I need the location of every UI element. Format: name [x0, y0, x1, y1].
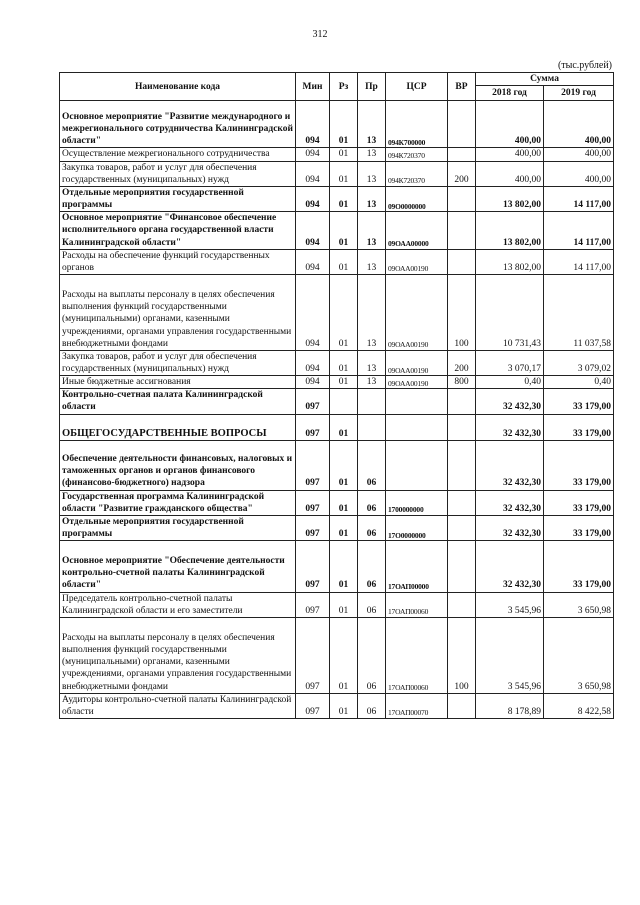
table-row: [60, 212, 614, 249]
cell-pr: 06: [358, 490, 386, 515]
cell-vr: 200: [448, 161, 476, 186]
cell-vr: [448, 389, 476, 414]
cell-y2019: 11 037,58: [544, 275, 614, 351]
cell-pr: 13: [358, 350, 386, 375]
cell-pr: 06: [358, 617, 386, 693]
cell-pr: 06: [358, 441, 386, 490]
cell-name: Основное мероприятие "Обеспечение деятельности контрольно-счетной палаты Калининградской области": [60, 541, 296, 592]
table-row: [60, 161, 614, 186]
table-row: [60, 186, 614, 211]
cell-vr: [448, 541, 476, 592]
cell-y2018: 400,00: [476, 101, 544, 148]
cell-vr: [448, 414, 476, 440]
table-row: [60, 414, 614, 440]
cell-y2019: 3 650,98: [544, 592, 614, 617]
cell-vr: [448, 101, 476, 148]
cell-y2018: 400,00: [476, 148, 544, 161]
table-row: [60, 617, 614, 693]
header-sum: Сумма: [476, 73, 614, 86]
table-row: [60, 148, 614, 161]
table-row: [60, 376, 614, 389]
cell-min: 094: [296, 148, 330, 161]
cell-name: Иные бюджетные ассигнования: [60, 376, 296, 389]
cell-y2018: 32 432,30: [476, 414, 544, 440]
cell-pr: 06: [358, 592, 386, 617]
cell-pr: 06: [358, 693, 386, 718]
table-row: [60, 592, 614, 617]
cell-y2019: 33 179,00: [544, 515, 614, 540]
cell-y2018: 32 432,30: [476, 490, 544, 515]
cell-min: 097: [296, 389, 330, 414]
cell-rz: 01: [330, 275, 358, 351]
cell-min: 097: [296, 515, 330, 540]
units-label: (тыс.рублей): [557, 60, 612, 71]
cell-pr: 13: [358, 101, 386, 148]
cell-min: 097: [296, 693, 330, 718]
cell-y2019: 14 117,00: [544, 186, 614, 211]
cell-y2019: 14 117,00: [544, 249, 614, 274]
table-row: [60, 350, 614, 375]
cell-rz: 01: [330, 186, 358, 211]
cell-rz: 01: [330, 693, 358, 718]
cell-csr: 09ОАА00190: [386, 376, 448, 389]
table-row: [60, 693, 614, 718]
cell-y2018: 13 802,00: [476, 186, 544, 211]
cell-vr: [448, 515, 476, 540]
cell-vr: [448, 186, 476, 211]
cell-csr: 094К720370: [386, 148, 448, 161]
cell-pr: [358, 414, 386, 440]
cell-y2018: 32 432,30: [476, 515, 544, 540]
cell-csr: 094К720370: [386, 161, 448, 186]
cell-y2019: 400,00: [544, 101, 614, 148]
cell-csr: 094К700000: [386, 101, 448, 148]
cell-rz: 01: [330, 376, 358, 389]
cell-pr: 06: [358, 515, 386, 540]
cell-min: 094: [296, 212, 330, 249]
cell-name: ОБЩЕГОСУДАРСТВЕННЫЕ ВОПРОСЫ: [60, 414, 296, 440]
cell-min: 094: [296, 161, 330, 186]
cell-vr: 100: [448, 275, 476, 351]
cell-y2018: 32 432,30: [476, 541, 544, 592]
cell-name: Закупка товаров, работ и услуг для обеспечения государственных (муниципальных) нужд: [60, 350, 296, 375]
cell-y2019: 400,00: [544, 161, 614, 186]
table-body: [60, 101, 614, 719]
cell-rz: 01: [330, 161, 358, 186]
cell-name: Аудиторы контрольно-счетной палаты Калининградской области: [60, 693, 296, 718]
cell-y2019: 33 179,00: [544, 490, 614, 515]
cell-min: 097: [296, 592, 330, 617]
cell-csr: 09ОАА00000: [386, 212, 448, 249]
cell-csr: [386, 441, 448, 490]
cell-pr: 13: [358, 148, 386, 161]
cell-name: Основное мероприятие "Развитие международного и межрегионального сотрудничества Калининградской области": [60, 101, 296, 148]
cell-pr: 13: [358, 249, 386, 274]
cell-vr: 100: [448, 617, 476, 693]
cell-vr: [448, 249, 476, 274]
cell-vr: [448, 212, 476, 249]
header-min: Мин: [296, 73, 330, 101]
table-row: [60, 275, 614, 351]
page-number: 312: [312, 29, 328, 40]
table-row: [60, 389, 614, 414]
cell-csr: 17ОАП00060: [386, 592, 448, 617]
cell-rz: 01: [330, 441, 358, 490]
cell-name: Отдельные мероприятия государственной программы: [60, 186, 296, 211]
cell-y2018: 32 432,30: [476, 441, 544, 490]
cell-min: 097: [296, 490, 330, 515]
cell-name: Председатель контрольно-счетной палаты Калининградской области и его заместители: [60, 592, 296, 617]
header-2019: 2019 год: [544, 86, 614, 101]
cell-min: 094: [296, 101, 330, 148]
cell-name: Государственная программа Калининградской области "Развитие гражданского общества": [60, 490, 296, 515]
header-rz: Рз: [330, 73, 358, 101]
cell-y2019: 0,40: [544, 376, 614, 389]
cell-name: Осуществление межрегионального сотрудничества: [60, 148, 296, 161]
cell-y2019: 3 079,02: [544, 350, 614, 375]
cell-rz: 01: [330, 212, 358, 249]
cell-min: 094: [296, 376, 330, 389]
cell-name: Расходы на выплаты персоналу в целях обеспечения выполнения функций государственными (муниципальными) органами, казенными учреждениями, органами управления государственными внебюджетными фондами: [60, 617, 296, 693]
cell-pr: 06: [358, 541, 386, 592]
cell-pr: 13: [358, 376, 386, 389]
cell-rz: 01: [330, 101, 358, 148]
cell-pr: 13: [358, 161, 386, 186]
cell-y2018: 0,40: [476, 376, 544, 389]
cell-vr: 200: [448, 350, 476, 375]
cell-y2019: 33 179,00: [544, 414, 614, 440]
header-2018: 2018 год: [476, 86, 544, 101]
table-row: [60, 541, 614, 592]
cell-y2018: 13 802,00: [476, 249, 544, 274]
cell-y2019: 400,00: [544, 148, 614, 161]
cell-rz: 01: [330, 148, 358, 161]
cell-rz: 01: [330, 490, 358, 515]
header-pr: Пр: [358, 73, 386, 101]
cell-csr: 09ОАА00190: [386, 350, 448, 375]
cell-name: Контрольно-счетная палата Калининградской области: [60, 389, 296, 414]
cell-y2019: 33 179,00: [544, 541, 614, 592]
cell-csr: 1700000000: [386, 490, 448, 515]
table-row: [60, 490, 614, 515]
cell-vr: [448, 148, 476, 161]
cell-min: 094: [296, 249, 330, 274]
cell-y2018: 3 070,17: [476, 350, 544, 375]
cell-y2018: 8 178,89: [476, 693, 544, 718]
header-name: Наименование кода: [60, 73, 296, 101]
cell-y2019: 3 650,98: [544, 617, 614, 693]
cell-pr: [358, 389, 386, 414]
cell-y2018: 3 545,96: [476, 592, 544, 617]
cell-name: Обеспечение деятельности финансовых, налоговых и таможенных органов и органов финансового (финансово-бюджетного) надзора: [60, 441, 296, 490]
table-row: [60, 441, 614, 490]
cell-csr: 09О0000000: [386, 186, 448, 211]
cell-csr: [386, 414, 448, 440]
cell-vr: [448, 592, 476, 617]
cell-name: Отдельные мероприятия государственной программы: [60, 515, 296, 540]
cell-name: Расходы на обеспечение функций государственных органов: [60, 249, 296, 274]
cell-name: Основное мероприятие "Финансовое обеспечение исполнительного органа государственной власти Калининградской области": [60, 212, 296, 249]
cell-y2019: 33 179,00: [544, 441, 614, 490]
cell-rz: 01: [330, 592, 358, 617]
cell-min: 094: [296, 186, 330, 211]
table-row: [60, 101, 614, 148]
cell-y2018: 32 432,30: [476, 389, 544, 414]
cell-min: 094: [296, 350, 330, 375]
cell-rz: 01: [330, 617, 358, 693]
cell-min: 097: [296, 617, 330, 693]
cell-csr: [386, 389, 448, 414]
cell-csr: 09ОАА00190: [386, 249, 448, 274]
cell-min: 097: [296, 541, 330, 592]
cell-name: Расходы на выплаты персоналу в целях обеспечения выполнения функций государственными (муниципальными) органами, казенными учреждениями, органами управления государственными внебюджетными фондами: [60, 275, 296, 351]
cell-rz: [330, 389, 358, 414]
cell-min: 097: [296, 441, 330, 490]
table-row: [60, 515, 614, 540]
cell-vr: [448, 693, 476, 718]
header-vr: ВР: [448, 73, 476, 101]
cell-y2019: 8 422,58: [544, 693, 614, 718]
cell-csr: 17ОАП00070: [386, 693, 448, 718]
cell-y2018: 400,00: [476, 161, 544, 186]
cell-y2019: 33 179,00: [544, 389, 614, 414]
cell-min: 094: [296, 275, 330, 351]
cell-vr: [448, 490, 476, 515]
cell-name: Закупка товаров, работ и услуг для обеспечения государственных (муниципальных) нужд: [60, 161, 296, 186]
cell-csr: 17ОАП00060: [386, 617, 448, 693]
cell-vr: [448, 441, 476, 490]
cell-pr: 13: [358, 186, 386, 211]
header-csr: ЦСР: [386, 73, 448, 101]
cell-rz: 01: [330, 541, 358, 592]
cell-pr: 13: [358, 212, 386, 249]
cell-y2018: 10 731,43: [476, 275, 544, 351]
cell-min: 097: [296, 414, 330, 440]
cell-rz: 01: [330, 249, 358, 274]
cell-y2018: 13 802,00: [476, 212, 544, 249]
budget-table: [59, 72, 614, 719]
cell-rz: 01: [330, 414, 358, 440]
cell-csr: 17О0000000: [386, 515, 448, 540]
cell-rz: 01: [330, 350, 358, 375]
cell-pr: 13: [358, 275, 386, 351]
table-row: [60, 249, 614, 274]
cell-y2019: 14 117,00: [544, 212, 614, 249]
cell-y2018: 3 545,96: [476, 617, 544, 693]
cell-csr: 17ОАП00000: [386, 541, 448, 592]
cell-rz: 01: [330, 515, 358, 540]
cell-csr: 09ОАА00190: [386, 275, 448, 351]
cell-vr: 800: [448, 376, 476, 389]
